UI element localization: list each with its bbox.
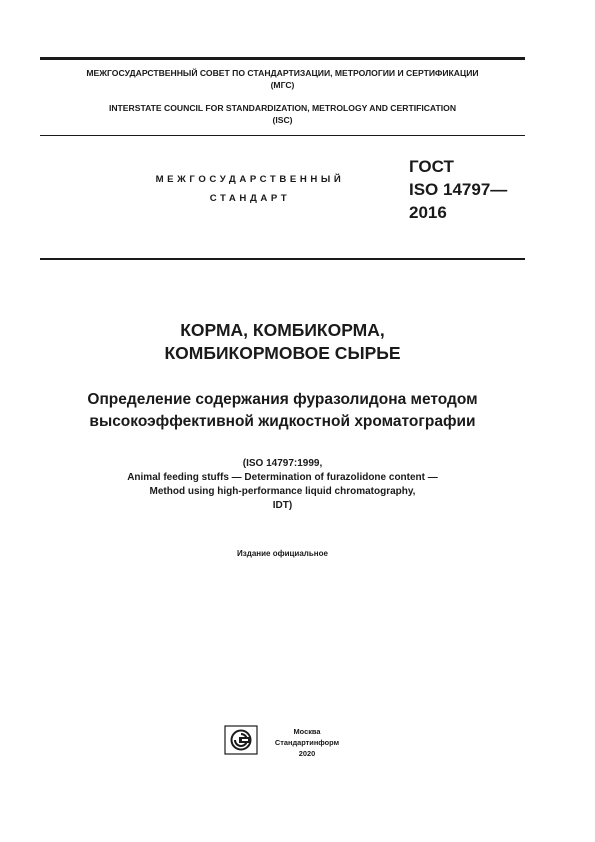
- standard-type-line2: СТАНДАРТ: [209, 193, 291, 204]
- title-line2: КОМБИКОРМОВОЕ СЫРЬЕ: [164, 343, 401, 363]
- edition-label: Издание официальное: [237, 549, 328, 558]
- designation-gost: ГОСТ: [409, 157, 454, 176]
- publisher-name: Стандартинформ: [274, 738, 340, 747]
- standard-type-line1: МЕЖГОСУДАРСТВЕННЫЙ: [155, 174, 345, 185]
- council-ru-line1: МЕЖГОСУДАРСТВЕННЫЙ СОВЕТ ПО СТАНДАРТИЗАЦИИ, МЕТРОЛОГИИ И СЕРТИФИКАЦИИ: [86, 68, 479, 78]
- subtitle-line1: Определение содержания фуразолидона методом: [87, 391, 478, 408]
- iso-ref-line2: Animal feeding stuffs — Determination of furazolidone content —: [127, 472, 438, 483]
- publisher-year: 2020: [298, 749, 316, 758]
- designation-year: 2016: [409, 203, 447, 222]
- iso-ref-line3: Method using high-performance liquid chromatography,: [149, 486, 416, 497]
- top-rule: [40, 57, 525, 60]
- iso-ref-line1: (ISO 14797:1999,: [242, 458, 323, 469]
- council-en-line1: INTERSTATE COUNCIL FOR STANDARDIZATION, METROLOGY AND CERTIFICATION: [108, 103, 457, 113]
- header-bottom-rule: [40, 258, 525, 260]
- subtitle-line2: высокоэффективной жидкостной хроматографии: [89, 413, 476, 430]
- title-line1: КОРМА, КОМБИКОРМА,: [180, 320, 385, 340]
- council-en-abbrev: (ISC): [272, 115, 293, 125]
- council-divider: [40, 135, 525, 136]
- publisher-city: Москва: [293, 727, 321, 736]
- standartinform-logo-icon: [224, 725, 258, 755]
- council-ru-abbrev: (МГС): [270, 80, 295, 90]
- iso-ref-line4: IDT): [272, 500, 293, 511]
- designation-number: ISO 14797—: [409, 180, 508, 199]
